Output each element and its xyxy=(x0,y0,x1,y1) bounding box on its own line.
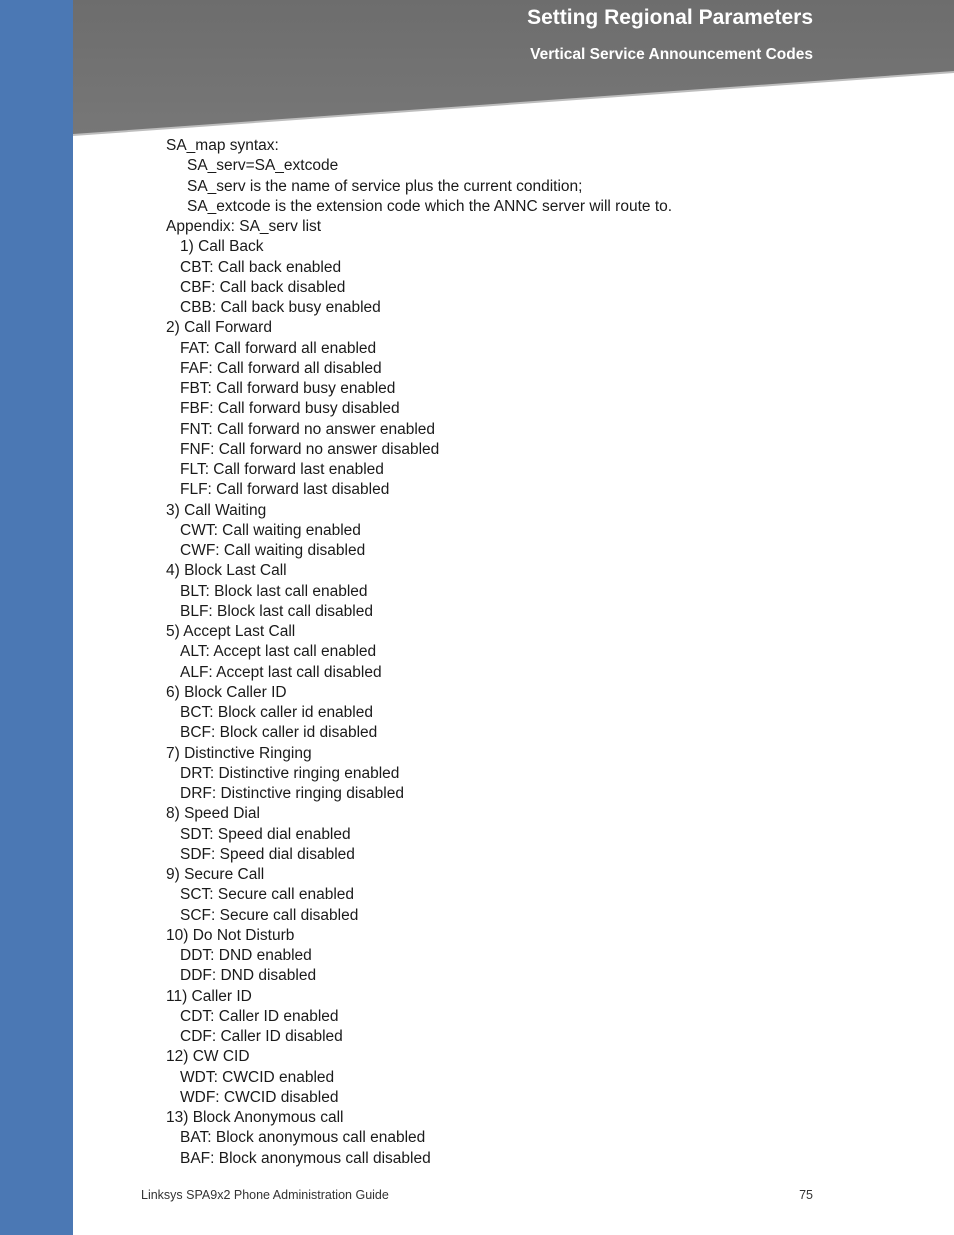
text-line: FLT: Call forward last enabled xyxy=(180,461,384,478)
footer-guide-title: Linksys SPA9x2 Phone Administration Guide xyxy=(141,1188,389,1202)
text-line: BCT: Block caller id enabled xyxy=(180,704,373,721)
text-line: DDT: DND enabled xyxy=(180,947,312,964)
text-line: 2) Call Forward xyxy=(166,319,272,337)
document-body xyxy=(166,136,866,1169)
text-line: 3) Call Waiting xyxy=(166,501,267,519)
text-line: SCF: Secure call disabled xyxy=(180,906,359,924)
text-line: FLF: Call forward last disabled xyxy=(180,481,390,499)
text-line: ALT: Accept last call enabled xyxy=(180,643,377,661)
text-line: SA_serv is the name of service plus the current condition; xyxy=(187,177,583,195)
text-line: BLT: Block last call enabled xyxy=(180,582,368,600)
text-line: FNF: Call forward no answer disabled xyxy=(180,440,440,458)
text-line: ALF: Accept last call disabled xyxy=(180,663,382,681)
header-band xyxy=(73,0,954,140)
text-line: CDT: Caller ID enabled xyxy=(180,1007,339,1025)
text-line: 5) Accept Last Call xyxy=(166,623,296,640)
text-line: WDT: CWCID enabled xyxy=(180,1068,335,1086)
text-line: CBB: Call back busy enabled xyxy=(180,299,381,316)
text-line: SCT: Secure call enabled xyxy=(180,886,355,904)
text-line: SDT: Speed dial enabled xyxy=(180,825,351,843)
text-line: FAF: Call forward all disabled xyxy=(180,359,382,377)
text-line: WDF: CWCID disabled xyxy=(180,1088,339,1106)
text-line: CBF: Call back disabled xyxy=(180,278,346,296)
text-line: DDF: DND disabled xyxy=(180,967,317,985)
page-subsection-title: Vertical Service Announcement Codes xyxy=(530,46,813,63)
text-line: FAT: Call forward all enabled xyxy=(180,339,377,357)
page-section-title: Setting Regional Parameters xyxy=(527,6,813,29)
text-line: SA_map syntax: xyxy=(166,137,279,154)
text-line: Appendix: SA_serv list xyxy=(166,218,322,235)
header-band-shape xyxy=(73,0,954,140)
left-side-bar xyxy=(0,0,73,1235)
text-line: BLF: Block last call disabled xyxy=(180,602,373,620)
text-line: CWF: Call waiting disabled xyxy=(180,542,366,559)
text-line: CBT: Call back enabled xyxy=(180,258,342,276)
text-line: 13) Block Anonymous call xyxy=(166,1109,344,1126)
text-line: 11) Caller ID xyxy=(166,987,252,1005)
text-line: 1) Call Back xyxy=(180,238,264,256)
text-line: 6) Block Caller ID xyxy=(166,683,287,701)
footer-page-number: 75 xyxy=(799,1188,813,1202)
text-line: 4) Block Last Call xyxy=(166,562,287,580)
text-line: CDF: Caller ID disabled xyxy=(180,1028,343,1045)
text-line: 7) Distinctive Ringing xyxy=(166,744,312,762)
text-line: DRF: Distinctive ringing disabled xyxy=(180,785,404,802)
text-line: 12) CW CID xyxy=(166,1048,250,1066)
text-line: 8) Speed Dial xyxy=(166,805,260,823)
text-line: FBT: Call forward busy enabled xyxy=(180,380,396,397)
text-line: 10) Do Not Disturb xyxy=(166,926,295,944)
text-line: BAF: Block anonymous call disabled xyxy=(180,1149,431,1167)
text-line: SA_serv=SA_extcode xyxy=(187,157,339,175)
text-line: FBF: Call forward busy disabled xyxy=(180,400,400,418)
text-line: SA_extcode is the extension code which the ANNC server will route to. xyxy=(187,197,673,215)
text-line: SDF: Speed dial disabled xyxy=(180,845,355,863)
text-line: DRT: Distinctive ringing enabled xyxy=(180,764,400,782)
text-line: FNT: Call forward no answer enabled xyxy=(180,420,436,438)
text-line: 9) Secure Call xyxy=(166,866,265,883)
text-line: BCF: Block caller id disabled xyxy=(180,724,378,742)
text-line: CWT: Call waiting enabled xyxy=(180,521,361,539)
text-line: BAT: Block anonymous call enabled xyxy=(180,1129,426,1147)
